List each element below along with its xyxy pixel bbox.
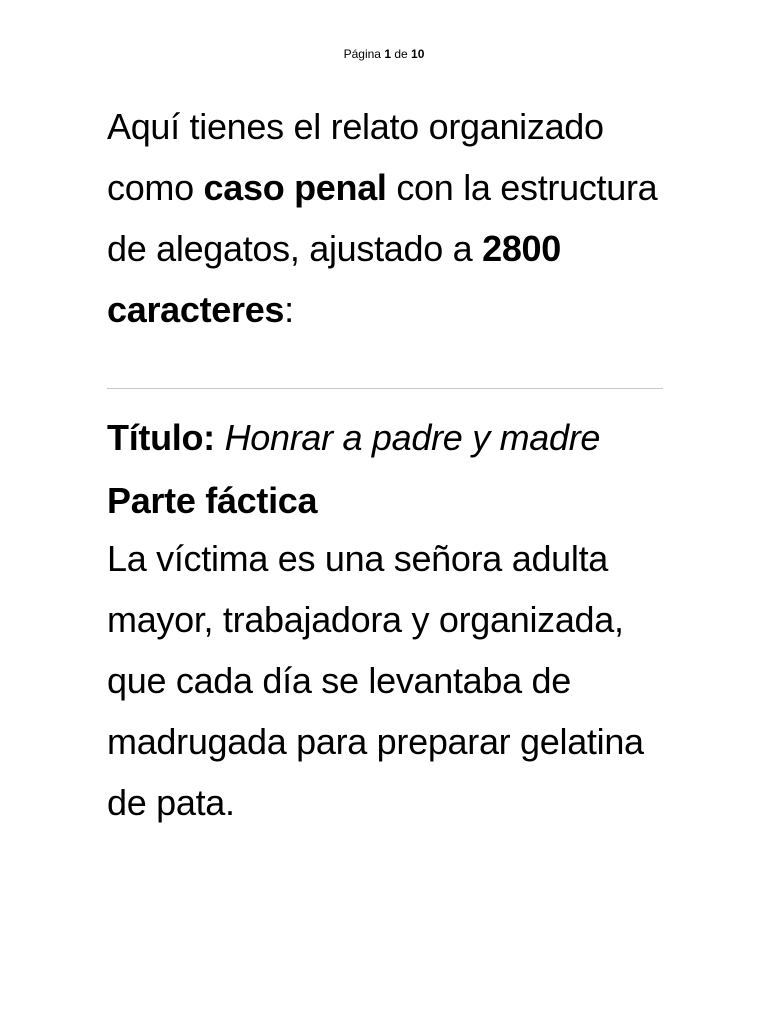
section-heading: Parte fáctica — [107, 480, 318, 521]
page-label: Página — [343, 47, 381, 61]
page-separator: de — [394, 47, 408, 61]
document-body — [107, 96, 667, 833]
section-body-paragraph: La víctima es una señora adulta mayor, trabajadora y organizada, que cada día se levantaba de madrugada para preparar gelatina de pata. — [107, 538, 644, 823]
intro-text-2: con la estructura de alegatos, ajustado a — [107, 167, 658, 269]
page-header — [0, 46, 768, 62]
intro-paragraph — [107, 96, 667, 340]
intro-text-1: Aquí tienes el relato organizado como — [107, 106, 604, 208]
current-page-number: 1 — [384, 47, 391, 61]
intro-text-3: : — [284, 289, 294, 330]
document-title — [107, 407, 667, 468]
intro-bold-char-count: 2800 caracteres — [107, 228, 561, 330]
horizontal-divider — [107, 388, 663, 389]
title-label: Título: — [107, 417, 215, 458]
total-pages-number: 10 — [411, 47, 425, 61]
title-value: Honrar a padre y madre — [224, 417, 601, 458]
intro-bold-case-type: caso penal — [203, 167, 387, 208]
